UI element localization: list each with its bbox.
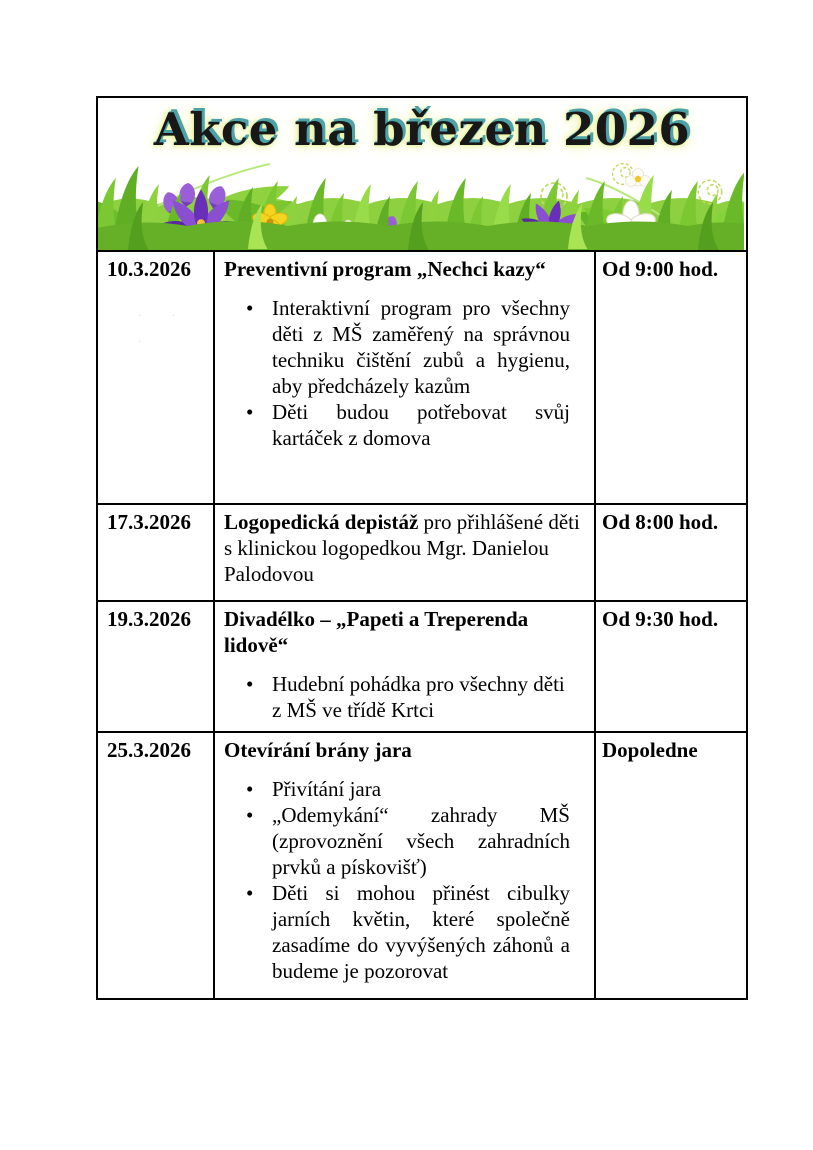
event-title-rest: pro přihlášené děti s klinickou logopedkou Mgr. Danielou Palodovou	[224, 510, 580, 586]
table-row	[97, 504, 747, 601]
event-bullet-list	[224, 671, 584, 723]
bullet-item: • Přivítání jara	[272, 776, 570, 802]
events-schedule	[96, 96, 746, 1000]
event-time: Od 9:00 hod.	[602, 257, 719, 281]
event-time-cell	[595, 732, 747, 999]
event-description-cell	[214, 251, 595, 504]
page-title: Akce na březen 2026	[153, 103, 691, 156]
table-row	[97, 251, 747, 504]
banner-cell	[97, 97, 747, 251]
event-bullet-list	[224, 776, 584, 984]
event-date: 17.3.2026	[107, 510, 191, 534]
event-title: Preventivní program „Nechci kazy“	[224, 257, 546, 281]
event-title	[224, 509, 584, 587]
bullet-item: • „Odemykání“ zahrady MŠ (zprovoznění všech zahradních prvků a pískovišť)	[272, 802, 570, 880]
event-time: Dopoledne	[602, 738, 698, 762]
event-title: Divadélko – „Papeti a Treperenda lidově“	[224, 607, 529, 657]
event-bullet-list	[224, 295, 584, 451]
event-time-cell	[595, 601, 747, 732]
event-date-cell	[97, 251, 214, 504]
event-time-cell	[595, 251, 747, 504]
event-time-cell	[595, 504, 747, 601]
event-date: 10.3.2026	[107, 257, 191, 281]
event-time: Od 8:00 hod.	[602, 510, 719, 534]
table-row	[97, 732, 747, 999]
banner-row	[97, 97, 747, 251]
event-date: 25.3.2026	[107, 738, 191, 762]
bullet-item: • Interaktivní program pro všechny děti z MŠ zaměřený na správnou techniku čištění zubů a hygienu, aby předcházely kazům	[272, 295, 570, 399]
event-date-cell	[97, 732, 214, 999]
event-date-cell	[97, 601, 214, 732]
event-title-bold: Logopedická depistáž	[224, 510, 419, 534]
bullet-item: • Děti si mohou přinést cibulky jarních květin, které společně zasadíme do vyvýšených záhonů a budeme je pozorovat	[272, 880, 570, 984]
event-description-cell	[214, 732, 595, 999]
spring-grass-flowers-illustration	[98, 162, 744, 250]
event-date: 19.3.2026	[107, 607, 191, 631]
events-table	[96, 96, 748, 1000]
table-row	[97, 601, 747, 732]
event-time: Od 9:30 hod.	[602, 607, 719, 631]
event-description-cell	[214, 504, 595, 601]
bullet-item: • Hudební pohádka pro všechny děti z MŠ ve třídě Krtci	[272, 671, 570, 723]
bullet-item: • Děti budou potřebovat svůj kartáček z domova	[272, 399, 570, 451]
event-description-cell	[214, 601, 595, 732]
event-title: Otevírání brány jara	[224, 738, 412, 762]
event-date-cell	[97, 504, 214, 601]
faded-marks: · · ·	[138, 311, 190, 348]
